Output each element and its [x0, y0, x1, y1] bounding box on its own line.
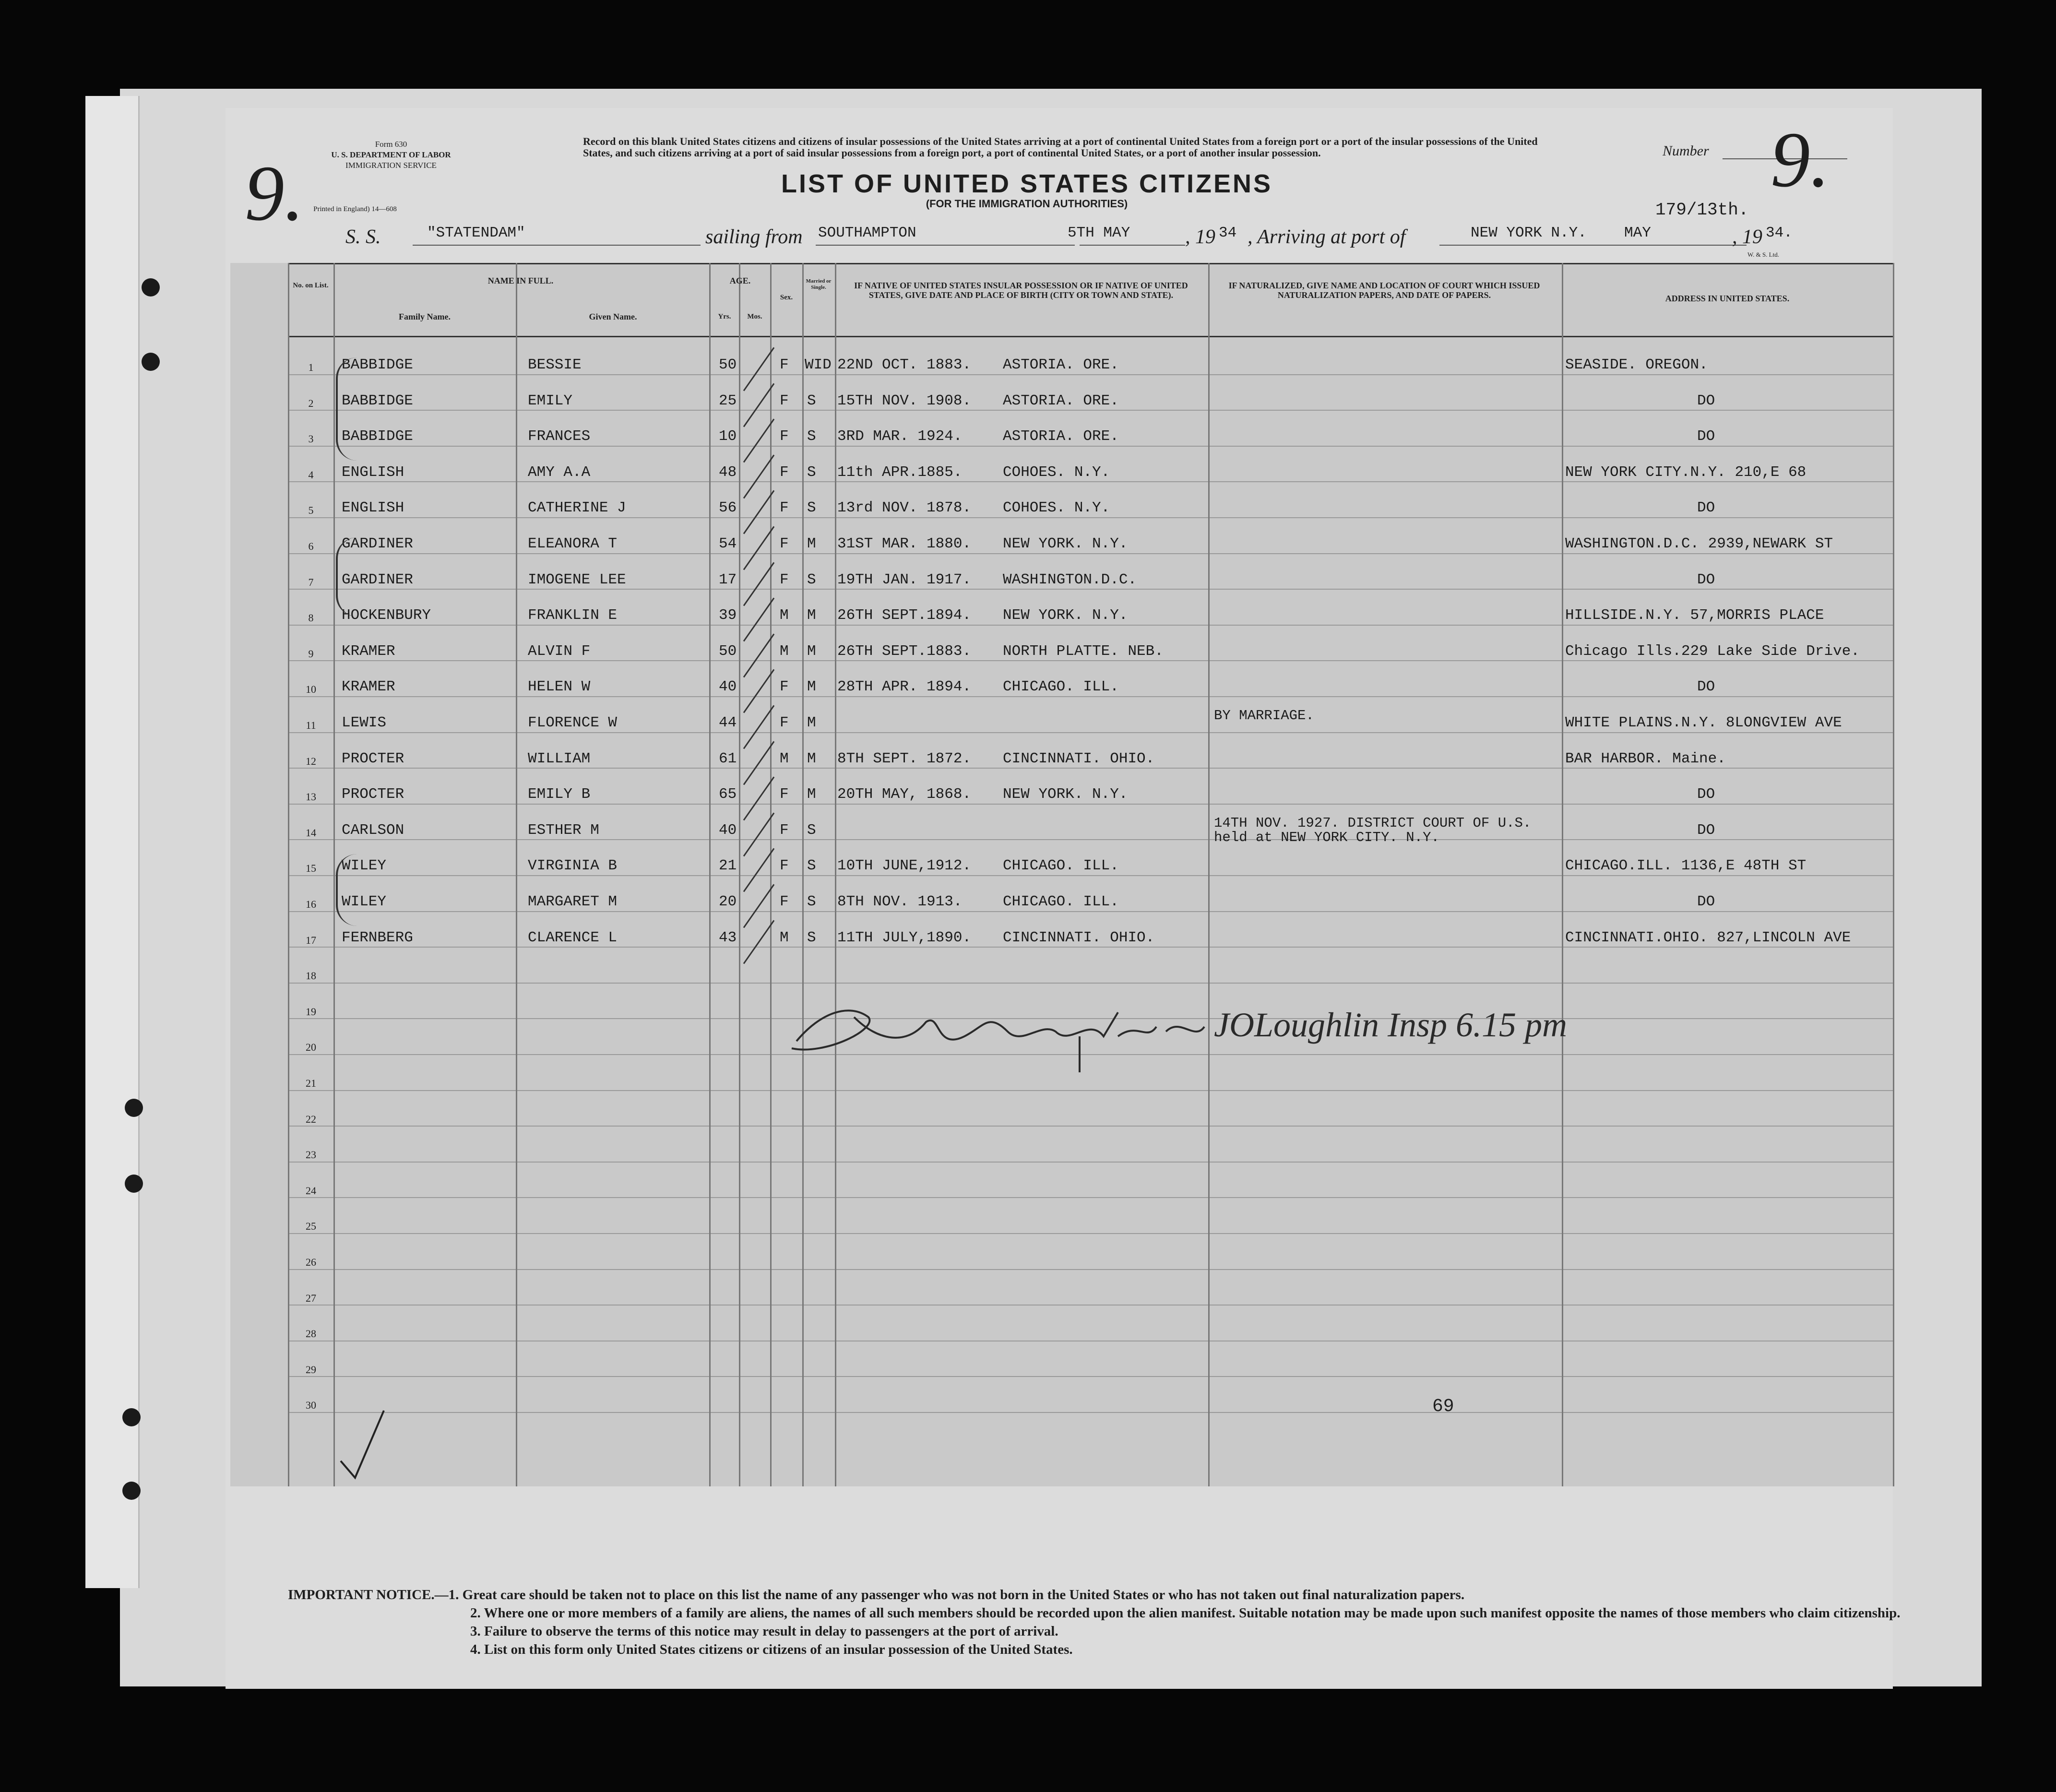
cell-birth-date: 8TH SEPT. 1872.: [837, 750, 972, 767]
row-number: 27: [306, 1292, 316, 1304]
row-rule: [288, 1126, 1893, 1127]
cell-family-name: WILEY: [342, 893, 387, 910]
cell-age-years: 40: [719, 678, 737, 695]
service: IMMIGRATION SERVICE: [345, 161, 437, 170]
cell-marital-status: M: [807, 643, 816, 660]
cell-age-years: 61: [719, 750, 737, 767]
cell-marital-status: M: [807, 607, 816, 624]
cell-address: DO: [1697, 499, 1715, 516]
cell-birth-date: 26TH SEPT.1894.: [837, 607, 972, 624]
cell-family-name: BABBIDGE: [342, 428, 413, 445]
notice-item-2: 2. Where one or more members of a family are aliens, the names of all such members should be recorded upon the alien manifest. Suitable notation may be made upon such manifest opposite the names of those members who claim citizenship.: [470, 1605, 1901, 1621]
signature-text: JOLoughlin Insp 6.15 pm: [1214, 1006, 1567, 1044]
stamp-number: 69: [1432, 1396, 1454, 1417]
row-number: 21: [306, 1077, 316, 1089]
cell-marital-status: WID: [805, 356, 832, 373]
row-number: 26: [306, 1256, 316, 1268]
cell-birth-date: 11th APR.1885.: [837, 464, 963, 481]
cell-family-name: WILEY: [342, 857, 387, 874]
cell-age-years: 50: [719, 643, 737, 660]
cell-given-name: FRANCES: [528, 428, 591, 445]
ship-name: "STATENDAM": [427, 225, 525, 241]
cell-address: DO: [1697, 392, 1715, 409]
row-rule: [288, 1233, 1893, 1234]
cell-address: CHICAGO.ILL. 1136,E 48TH ST: [1565, 857, 1806, 874]
column-divider: [1893, 263, 1894, 1486]
cell-given-name: FRANKLIN E: [528, 607, 618, 624]
cell-given-name: BESSIE: [528, 356, 582, 373]
cell-family-name: KRAMER: [342, 643, 395, 660]
cell-birth-date: 8TH NOV. 1913.: [837, 893, 963, 910]
binder-hole: [122, 1482, 141, 1500]
cell-birth-date: 13rd NOV. 1878.: [837, 499, 972, 516]
cell-age-years: 21: [719, 857, 737, 874]
cell-given-name: VIRGINIA B: [528, 857, 618, 874]
column-divider: [516, 263, 517, 1486]
cell-address: DO: [1697, 786, 1715, 803]
cell-address: BAR HARBOR. Maine.: [1565, 750, 1726, 767]
cell-age-years: 10: [719, 428, 737, 445]
arrival-underline: [1439, 245, 1747, 246]
printer-line: Printed in England) 14—608: [313, 205, 397, 213]
cell-address: HILLSIDE.N.Y. 57,MORRIS PLACE: [1565, 607, 1824, 624]
row-number: 15: [306, 862, 316, 874]
cell-marital-status: M: [807, 786, 816, 803]
row-rule: [288, 410, 1893, 411]
row-number: 28: [306, 1328, 316, 1340]
cell-birth-place: CINCINNATI. OHIO.: [1003, 750, 1155, 767]
binder-hole: [125, 1099, 143, 1117]
cell-sex: M: [780, 929, 789, 946]
cell-family-name: ENGLISH: [342, 464, 404, 481]
row-rule: [288, 804, 1893, 805]
ss-label: S. S.: [345, 226, 381, 248]
row-rule: [288, 625, 1893, 626]
row-rule: [288, 1090, 1893, 1091]
cell-address: WHITE PLAINS.N.Y. 8LONGVIEW AVE: [1565, 714, 1842, 731]
cell-family-name: KRAMER: [342, 678, 395, 695]
cell-address: WASHINGTON.D.C. 2939,NEWARK ST: [1565, 535, 1833, 552]
row-number: 2: [308, 397, 314, 409]
notice-item-4: 4. List on this form only United States citizens or citizens of an insular possession of the United States.: [470, 1642, 1073, 1657]
column-divider: [739, 263, 740, 1486]
cell-address: DO: [1697, 428, 1715, 445]
cell-birth-date: 22ND OCT. 1883.: [837, 356, 972, 373]
cell-marital-status: S: [807, 571, 816, 588]
cell-address: DO: [1697, 893, 1715, 910]
row-rule: [288, 1412, 1893, 1413]
cell-family-name: PROCTER: [342, 750, 404, 767]
header-naturalized: IF NATURALIZED, GIVE NAME AND LOCATION OF COURT WHICH ISSUED NATURALIZATION PAPERS, AND DATE OF PAPERS.: [1228, 281, 1540, 300]
arrival-month: MAY: [1624, 225, 1651, 241]
port-underline: [816, 245, 1075, 246]
row-rule: [288, 875, 1893, 876]
row-rule: [288, 839, 1893, 840]
cell-family-name: LEWIS: [342, 714, 387, 731]
row-number: 16: [306, 898, 316, 910]
cell-family-name: GARDINER: [342, 535, 413, 552]
row-number: 19: [306, 1006, 316, 1018]
page-title: LIST OF UNITED STATES CITIZENS: [781, 169, 1272, 198]
row-number: 18: [306, 970, 316, 982]
row-number: 10: [306, 683, 316, 695]
header-family-name: Family Name.: [399, 312, 451, 321]
column-divider: [709, 263, 711, 1486]
header-name-in-full: NAME IN FULL.: [487, 276, 554, 285]
cell-birth-place: COHOES. N.Y.: [1003, 464, 1110, 481]
printer-mark: W. & S. Ltd.: [1747, 251, 1779, 258]
family-bracket: [336, 537, 357, 617]
cell-birth-date: 19TH JAN. 1917.: [837, 571, 972, 588]
cell-birth-place: ASTORIA. ORE.: [1003, 392, 1119, 409]
inspector-signature: [782, 984, 1567, 1075]
row-rule: [288, 517, 1893, 518]
row-rule: [288, 732, 1893, 733]
arrival-day: 179/13th.: [1655, 200, 1749, 220]
binder-hole: [142, 278, 160, 297]
cell-family-name: PROCTER: [342, 786, 404, 803]
handwritten-page-number: 9.: [245, 149, 304, 237]
cell-birth-date: 3RD MAR. 1924.: [837, 428, 963, 445]
notice-item-3: 3. Failure to observe the terms of this notice may result in delay to passengers at the port of arrival.: [470, 1624, 1058, 1639]
row-rule: [288, 1197, 1893, 1198]
cell-sex: M: [780, 750, 789, 767]
header-bottom-rule: [288, 336, 1893, 337]
header-birth: IF NATIVE OF UNITED STATES INSULAR POSSESSION OR IF NATIVE OF UNITED STATES, GIVE DATE AND PLACE OF BIRTH (CITY OR TOWN AND STATE).: [854, 281, 1188, 300]
column-divider: [1562, 263, 1563, 1486]
family-bracket: [336, 854, 357, 926]
cell-given-name: EMILY B: [528, 786, 591, 803]
row-number: 25: [306, 1220, 316, 1232]
cell-sex: F: [780, 857, 789, 874]
cell-birth-place: CHICAGO. ILL.: [1003, 678, 1119, 695]
header-married-single: Married or Single.: [806, 278, 832, 290]
cell-address: DO: [1697, 822, 1715, 839]
arriving-label: , Arriving at port of: [1248, 226, 1406, 248]
cell-sex: F: [780, 356, 789, 373]
cell-marital-status: S: [807, 857, 816, 874]
cell-birth-place: CHICAGO. ILL.: [1003, 893, 1119, 910]
table-top-rule: [288, 263, 1893, 264]
row-number: 3: [308, 433, 314, 445]
sailing-from-label: sailing from: [705, 226, 803, 248]
cell-family-name: BABBIDGE: [342, 392, 413, 409]
row-number: 23: [306, 1149, 316, 1161]
cell-given-name: AMY A.A: [528, 464, 591, 481]
row-rule: [288, 768, 1893, 769]
cell-marital-status: S: [807, 893, 816, 910]
cell-birth-place: COHOES. N.Y.: [1003, 499, 1110, 516]
cell-age-years: 44: [719, 714, 737, 731]
header-months: Mos.: [747, 313, 762, 320]
cell-given-name: CLARENCE L: [528, 929, 618, 946]
row-number: 4: [308, 469, 314, 481]
row-rule: [288, 1376, 1893, 1377]
cell-marital-status: M: [807, 714, 816, 731]
cell-sex: F: [780, 822, 789, 839]
cell-family-name: CARLSON: [342, 822, 404, 839]
row-number: 7: [308, 576, 314, 588]
cell-age-years: 54: [719, 535, 737, 552]
row-rule: [288, 446, 1893, 447]
cell-sex: F: [780, 535, 789, 552]
row-number: 9: [308, 648, 314, 660]
cell-birth-place: NEW YORK. N.Y.: [1003, 535, 1128, 552]
cell-family-name: FERNBERG: [342, 929, 413, 946]
cell-age-years: 40: [719, 822, 737, 839]
row-number: 12: [306, 755, 316, 767]
cell-marital-status: M: [807, 678, 816, 695]
cell-given-name: ESTHER M: [528, 822, 599, 839]
notice-label: IMPORTANT NOTICE.: [288, 1587, 435, 1602]
cell-given-name: CATHERINE J: [528, 499, 626, 516]
cell-family-name: GARDINER: [342, 571, 413, 588]
cell-birth-date: 28TH APR. 1894.: [837, 678, 972, 695]
binder-hole: [122, 1408, 141, 1426]
cell-sex: F: [780, 786, 789, 803]
cell-given-name: FLORENCE W: [528, 714, 618, 731]
cell-birth-place: ASTORIA. ORE.: [1003, 428, 1119, 445]
row-number: 22: [306, 1113, 316, 1125]
row-number: 17: [306, 934, 316, 946]
row-rule: [288, 553, 1893, 554]
row-rule: [288, 374, 1893, 375]
cell-marital-status: S: [807, 929, 816, 946]
important-notice: [288, 1586, 1905, 1659]
cell-sex: F: [780, 893, 789, 910]
cell-birth-place: NEW YORK. N.Y.: [1003, 786, 1128, 803]
arrival-year-prefix: , 19: [1732, 226, 1762, 248]
header-sex: Sex.: [780, 294, 793, 301]
row-number: 13: [306, 791, 316, 803]
cell-birth-date: 20TH MAY, 1868.: [837, 786, 972, 803]
cell-family-name: HOCKENBURY: [342, 607, 431, 624]
column-divider: [1208, 263, 1210, 1486]
row-number: 30: [306, 1399, 316, 1411]
cell-age-years: 56: [719, 499, 737, 516]
header-given-name: Given Name.: [589, 312, 637, 321]
form-info: [312, 139, 470, 171]
cell-birth-place: NORTH PLATTE. NEB.: [1003, 643, 1164, 660]
cell-sex: F: [780, 428, 789, 445]
cell-age-years: 20: [719, 893, 737, 910]
cell-address: Chicago Ills.229 Lake Side Drive.: [1565, 643, 1860, 660]
cell-birth-date: 15TH NOV. 1908.: [837, 392, 972, 409]
cell-given-name: ALVIN F: [528, 643, 591, 660]
cell-sex: F: [780, 678, 789, 695]
cell-family-name: BABBIDGE: [342, 356, 413, 373]
arrival-port: NEW YORK N.Y.: [1471, 225, 1587, 241]
cell-sex: F: [780, 571, 789, 588]
department: U. S. DEPARTMENT OF LABOR: [331, 150, 451, 159]
row-rule: [288, 1162, 1893, 1163]
instructions: Record on this blank United States citizens and citizens of insular possessions of the United States arriving at a port of continental United States from a foreign port or a port of the insular possessions of the United States, and such citizens arriving at a port of said insular possessions from a foreign port, a port of continental United States, or a port of another insular possession.: [583, 135, 1538, 159]
cell-marital-status: S: [807, 428, 816, 445]
header-address: ADDRESS IN UNITED STATES.: [1665, 294, 1790, 303]
cell-marital-status: S: [807, 464, 816, 481]
cell-age-years: 17: [719, 571, 737, 588]
arrival-year: 34.: [1766, 225, 1793, 241]
row-number: 29: [306, 1364, 316, 1376]
cell-birth-place: NEW YORK. N.Y.: [1003, 607, 1128, 624]
column-divider: [288, 263, 289, 1486]
cell-sex: M: [780, 643, 789, 660]
cell-sex: F: [780, 464, 789, 481]
header-years: Yrs.: [718, 313, 731, 320]
cell-given-name: ELEANORA T: [528, 535, 618, 552]
cell-address: NEW YORK CITY.N.Y. 210,E 68: [1565, 464, 1806, 481]
row-number: 20: [306, 1041, 316, 1053]
cell-marital-status: M: [807, 750, 816, 767]
column-divider: [835, 263, 836, 1486]
cell-birth-date: 10TH JUNE,1912.: [837, 857, 972, 874]
cell-marital-status: S: [807, 392, 816, 409]
checkmark-icon: [336, 1406, 393, 1483]
cell-family-name: ENGLISH: [342, 499, 404, 516]
handwritten-list-number: 9.: [1771, 116, 1830, 203]
cell-age-years: 48: [719, 464, 737, 481]
cell-naturalization: 14TH NOV. 1927. DISTRICT COURT OF U.S. held at NEW YORK CITY. N.Y.: [1214, 815, 1532, 845]
row-rule: [288, 589, 1893, 590]
cell-age-years: 25: [719, 392, 737, 409]
header-no-on-list: No. on List.: [293, 282, 329, 289]
header-age: AGE.: [729, 276, 751, 285]
cell-age-years: 43: [719, 929, 737, 946]
cell-birth-date: 26TH SEPT.1883.: [837, 643, 972, 660]
departure-year: 34: [1219, 225, 1237, 241]
cell-birth-place: WASHINGTON.D.C.: [1003, 571, 1137, 588]
cell-marital-status: M: [807, 535, 816, 552]
binder-hole: [125, 1175, 143, 1193]
cell-marital-status: S: [807, 822, 816, 839]
cell-given-name: IMOGENE LEE: [528, 571, 626, 588]
cell-birth-place: CHICAGO. ILL.: [1003, 857, 1119, 874]
departure-port: SOUTHAMPTON: [818, 225, 916, 241]
row-number: 24: [306, 1185, 316, 1197]
cell-age-years: 39: [719, 607, 737, 624]
cell-marital-status: S: [807, 499, 816, 516]
cell-birth-date: 31ST MAR. 1880.: [837, 535, 972, 552]
cell-naturalization: BY MARRIAGE.: [1214, 708, 1314, 724]
row-rule: [288, 660, 1893, 661]
cell-birth-place: CINCINNATI. OHIO.: [1003, 929, 1155, 946]
row-rule: [288, 481, 1893, 482]
row-number: 5: [308, 504, 314, 516]
row-number: 8: [308, 612, 314, 624]
binding-strip: [85, 96, 140, 1588]
departure-date: 5TH MAY: [1068, 225, 1130, 241]
cell-given-name: WILLIAM: [528, 750, 591, 767]
page-subtitle: (FOR THE IMMIGRATION AUTHORITIES): [926, 198, 1128, 210]
cell-given-name: EMILY: [528, 392, 573, 409]
row-number: 11: [306, 719, 316, 731]
cell-address: CINCINNATI.OHIO. 827,LINCOLN AVE: [1565, 929, 1851, 946]
family-bracket: [336, 357, 357, 461]
cell-given-name: MARGARET M: [528, 893, 618, 910]
year-prefix: , 19: [1185, 226, 1215, 248]
row-number: 1: [308, 361, 314, 373]
form-number: Form 630: [375, 140, 407, 149]
cell-address: SEASIDE. OREGON.: [1565, 356, 1708, 373]
cell-age-years: 65: [719, 786, 737, 803]
cell-sex: F: [780, 499, 789, 516]
row-rule: [288, 911, 1893, 912]
column-divider: [802, 263, 804, 1486]
cell-address: DO: [1697, 571, 1715, 588]
row-rule: [288, 696, 1893, 697]
cell-birth-place: ASTORIA. ORE.: [1003, 356, 1119, 373]
row-number: 6: [308, 540, 314, 552]
cell-sex: M: [780, 607, 789, 624]
cell-age-years: 50: [719, 356, 737, 373]
ship-underline: [413, 245, 701, 246]
notice-item-1: —1. Great care should be taken not to place on this list the name of any passenger who was not born in the United States or who has not taken out final naturalization papers.: [434, 1587, 1465, 1602]
row-rule: [288, 1269, 1893, 1270]
cell-sex: F: [780, 392, 789, 409]
binder-hole: [142, 353, 160, 371]
cell-sex: F: [780, 714, 789, 731]
cell-given-name: HELEN W: [528, 678, 591, 695]
column-divider: [333, 263, 335, 1486]
date-underline: [1080, 245, 1185, 246]
cell-birth-date: 11TH JULY,1890.: [837, 929, 972, 946]
number-label: Number: [1663, 143, 1709, 159]
column-divider: [770, 263, 772, 1486]
row-rule: [288, 947, 1893, 948]
row-number: 14: [306, 827, 316, 839]
cell-address: DO: [1697, 678, 1715, 695]
